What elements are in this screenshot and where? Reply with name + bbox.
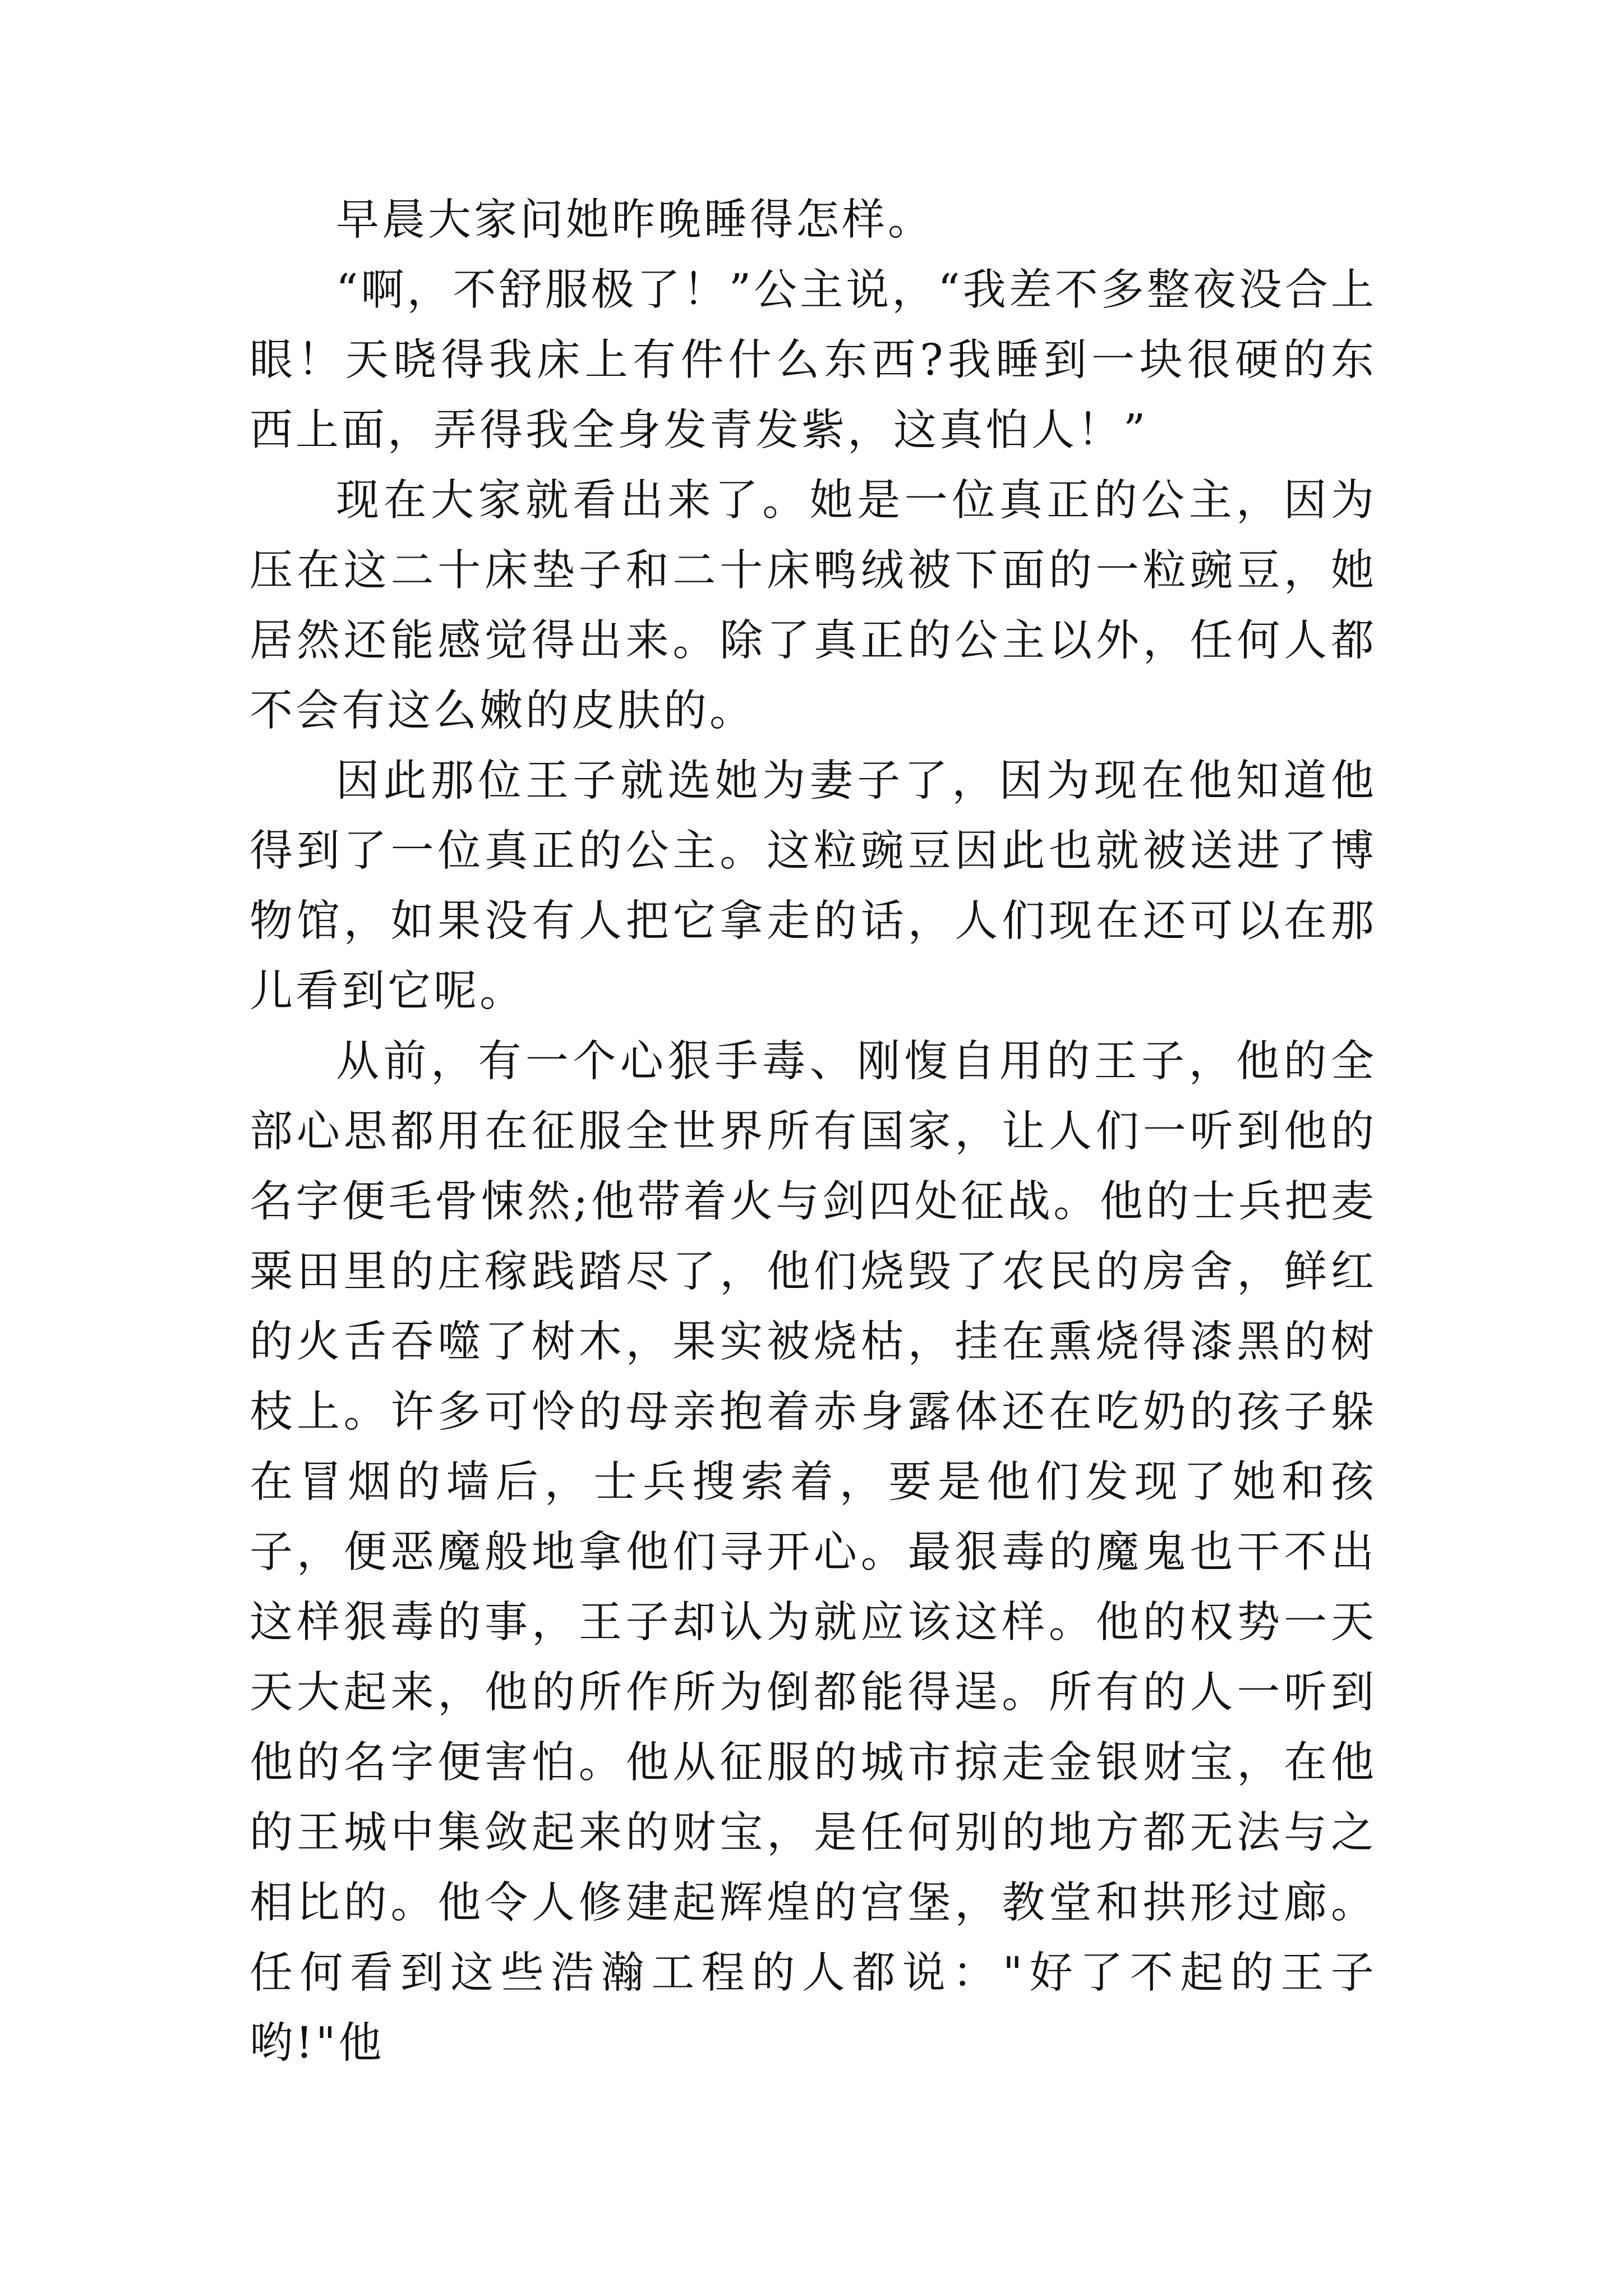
paragraph-1: 早晨大家问她昨晚睡得怎样。: [336, 195, 934, 245]
paragraph-4: 因此那位王子就选她为妻子了，因为现在他知道他得到了一位真正的公主。这粒豌豆因此也就被送进了博物馆，如果没有人把它拿走的话，人们现在还可以在那儿看到它呢。: [250, 756, 1377, 1016]
paragraph-2: “啊，不舒服极了！”公主说，“我差不多整夜没合上眼！天晓得我床上有件什么东西?我睡到一块很硬的东西上面，弄得我全身发青发紫，这真怕人！”: [250, 265, 1377, 455]
paragraph-5: 从前，有一个心狠手毒、刚愎自用的王子，他的全部心思都用在征服全世界所有国家，让人们一听到他的名字便毛骨悚然;他带着火与剑四处征战。他的士兵把麦粟田里的庄稼践踏尽了，他们烧毁了农民的房舍，鲜红的火舌吞噬了树木，果实被烧枯，挂在熏烧得漆黑的树枝上。许多可怜的母亲抱着赤身露体还在吃奶的孩子躲在冒烟的墙后，士兵搜索着，要是他们发现了她和孩子，便恶魔般地拿他们寻开心。最狠毒的魔鬼也干不出这样狠毒的事，王子却认为就应该这样。他的权势一天天大起来，他的所作所为倒都能得逞。所有的人一听到他的名字便害怕。他从征服的城市掠走金银财宝，在他的王城中集敛起来的财宝，是任何别的地方都无法与之相比的。他令人修建起辉煌的宫堡，教堂和拱形过廊。任何看到这些浩瀚工程的人都说："好了不起的王子哟!"他: [250, 1037, 1377, 2068]
paragraph-3: 现在大家就看出来了。她是一位真正的公主，因为压在这二十床垫子和二十床鸭绒被下面的一粒豌豆，她居然还能感觉得出来。除了真正的公主以外，任何人都不会有这么嫩的皮肤的。: [250, 476, 1377, 736]
document-body: [250, 185, 1377, 2078]
